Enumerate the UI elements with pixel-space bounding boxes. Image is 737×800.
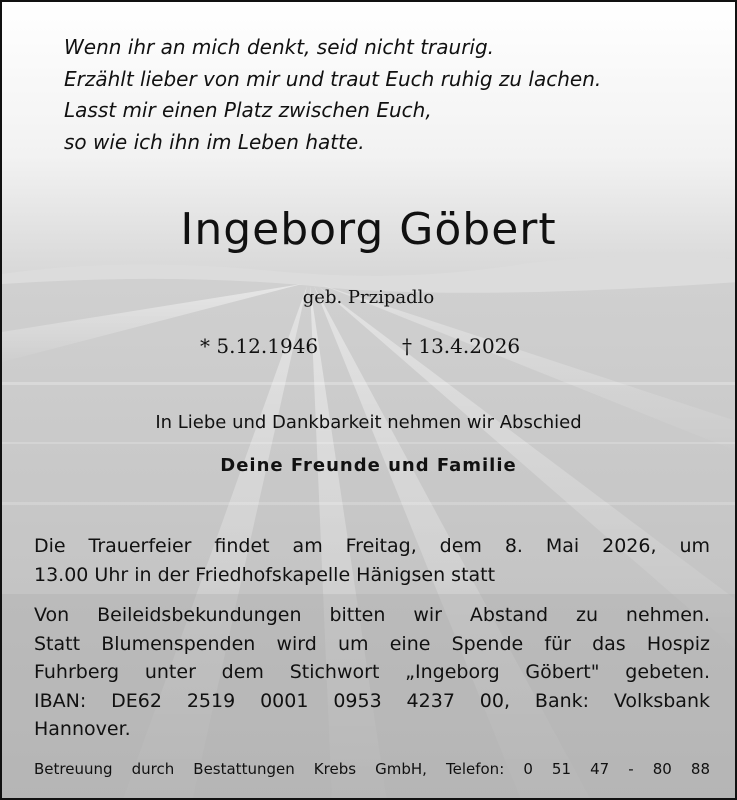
maiden-name: geb. Przipadlo (302, 287, 435, 308)
deceased-name: Ingeborg Göbert (180, 204, 557, 255)
family-signature: Deine Freunde und Familie (220, 455, 517, 476)
memorial-poem (64, 32, 601, 158)
poem-line: so wie ich ihn im Leben hatte. (64, 129, 365, 154)
condolence-line: Statt Blumenspenden wird um eine Spende für das Hospiz (34, 632, 710, 655)
poem-line: Wenn ihr an mich denkt, seid nicht traurig. (64, 35, 495, 59)
death-date: † 13.4.2026 (402, 334, 521, 358)
ceremony-line: 13.00 Uhr in der Friedhofskapelle Hänigsen statt (34, 563, 496, 586)
condolence-line: Hannover. (34, 718, 131, 740)
condolence-line: IBAN: DE62 2519 0001 0953 4237 00, Bank: Volksbank (34, 689, 710, 712)
poem-line: Lasst mir einen Platz zwischen Euch, (64, 98, 432, 122)
birth-date: * 5.12.1946 (200, 334, 319, 358)
condolence-line: Fuhrberg unter dem Stichwort „Ingeborg Göbert" gebeten. (34, 661, 710, 683)
farewell-line: In Liebe und Dankbarkeit nehmen wir Abschied (155, 412, 582, 433)
funeral-home-footer: Betreuung durch Bestattungen Krebs GmbH, Telefon: 0 51 47 - 80 88 (34, 760, 710, 778)
condolence-line: Von Beileidsbekundungen bitten wir Abstand zu nehmen. (34, 604, 710, 626)
condolence-info (34, 601, 710, 744)
ceremony-info (34, 532, 710, 589)
ceremony-line: Die Trauerfeier findet am Freitag, dem 8. Mai 2026, um (34, 535, 710, 557)
poem-line: Erzählt lieber von mir und traut Euch ruhig zu lachen. (64, 66, 602, 91)
